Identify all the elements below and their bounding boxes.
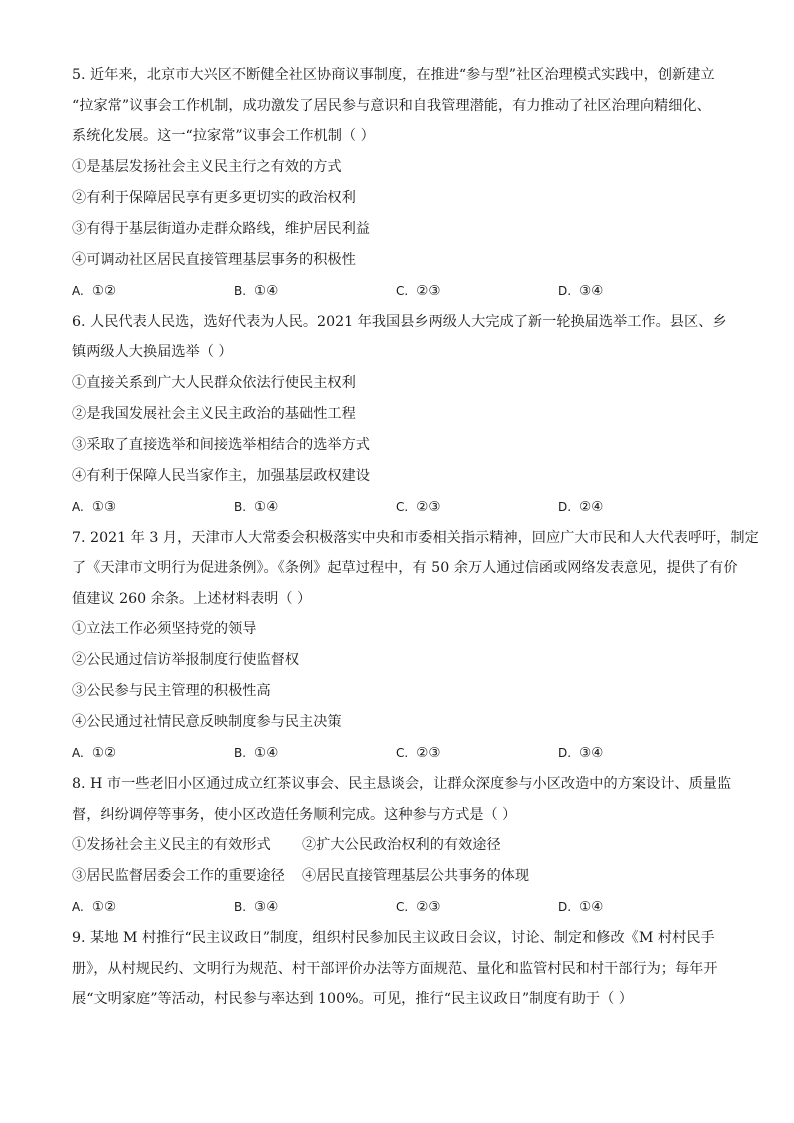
choice-a[interactable]: A. ①② xyxy=(72,899,117,915)
statement-option: ②有利于保障居民享有更多更切实的政治权利 xyxy=(72,189,356,206)
question-stem-line: 系统化发展。这一“拉家常”议事会工作机制（ ） xyxy=(72,128,375,144)
statement-option: ④居民直接管理基层公共事务的体现 xyxy=(302,868,530,884)
choice-c[interactable]: C. ②③ xyxy=(396,282,441,299)
choice-a[interactable]: A. ①③ xyxy=(72,498,117,515)
choice-d[interactable]: D. ③④ xyxy=(558,282,604,299)
question-stem-line: 值建议 260 余条。上述材料表明（ ） xyxy=(72,590,312,607)
statement-option: ③采取了直接选举和间接选举相结合的选举方式 xyxy=(72,436,370,453)
choice-b[interactable]: B. ①④ xyxy=(234,745,279,761)
question-5 xyxy=(72,60,724,307)
question-9 xyxy=(72,923,724,1015)
exam-page xyxy=(72,60,759,1015)
statement-option: ③居民监督居委会工作的重要途径 xyxy=(72,868,285,884)
question-stem-line: “拉家常”议事会工作机制，成功激发了居民参与意识和自我管理潜能，有力推动了社区治理向精细化、 xyxy=(72,97,711,114)
question-stem-line: 9. 某地 M 村推行“民主议政日”制度，组织村民参加民主议政日会议，讨论、制定和修改《M 村村民手 xyxy=(72,930,715,946)
question-stem-line: 8. H 市一些老旧小区通过成立红茶议事会、民主恳谈会，让群众深度参与小区改造中的方案设计、质量监 xyxy=(72,776,732,792)
answer-choices xyxy=(72,276,724,307)
choice-d[interactable]: D. ②④ xyxy=(558,498,604,515)
question-6 xyxy=(72,307,727,523)
choice-b[interactable]: B. ③④ xyxy=(234,899,279,915)
statement-option: ①立法工作必须坚持党的领导 xyxy=(72,621,257,637)
statement-option-row xyxy=(72,830,724,861)
statement-option: ③有得于基层街道办走群众路线，维护居民利益 xyxy=(72,220,370,237)
choice-b[interactable]: B. ①④ xyxy=(234,282,279,299)
question-7 xyxy=(72,523,759,770)
statement-option-row xyxy=(72,861,724,892)
statement-option: ②扩大公民政治权利的有效途径 xyxy=(302,837,501,853)
question-stem-line: 7. 2021 年 3 月，天津市人大常委会积极落实中央和市委相关指示精神，回应广大市民和人大代表呼吁，制定 xyxy=(72,529,759,546)
question-stem-line: 5. 近年来，北京市大兴区不断健全社区协商议事制度，在推进“参与型”社区治理模式实践中，创新建立 xyxy=(72,67,715,83)
statement-option: ①发扬社会主义民主的有效形式 xyxy=(72,837,271,853)
statement-option: ④公民通过社情民意反映制度参与民主决策 xyxy=(72,714,342,730)
statement-option: ③公民参与民主管理的积极性高 xyxy=(72,683,271,699)
question-stem-line: 册》，从村规民约、文明行为规范、村干部评价办法等方面规范、量化和监管村民和村干部行为；每年开 xyxy=(72,960,718,977)
choice-d[interactable]: D. ③④ xyxy=(558,745,604,761)
choice-a[interactable]: A. ①② xyxy=(72,282,117,299)
statement-option: ①直接关系到广大人民群众依法行使民主权利 xyxy=(72,374,356,391)
choice-c[interactable]: C. ②③ xyxy=(396,498,441,515)
answer-choices xyxy=(72,892,724,923)
question-8 xyxy=(72,769,732,923)
answer-choices xyxy=(72,492,724,523)
question-stem-line: 展“文明家庭”等活动，村民参与率达到 100%。可见，推行“民主议政日”制度有助于（ ） xyxy=(72,991,633,1007)
statement-option: ②公民通过信访举报制度行使监督权 xyxy=(72,652,300,668)
choice-a[interactable]: A. ①② xyxy=(72,745,117,761)
question-stem-line: 镇两级人大换届选举（ ） xyxy=(72,344,233,360)
question-stem-line: 了《天津市文明行为促进条例》。《条例》起草过程中，有 50 余万人通过信函或网络发表意见，提供了有价 xyxy=(72,560,738,576)
question-stem-line: 督，纠纷调停等事务，使小区改造任务顺利完成。这种参与方式是（ ） xyxy=(72,806,517,823)
choice-d[interactable]: D. ①④ xyxy=(558,899,604,915)
statement-option: ④有利于保障人民当家作主，加强基层政权建设 xyxy=(72,467,370,484)
choice-c[interactable]: C. ②③ xyxy=(396,899,441,915)
statement-option: ④可调动社区居民直接管理基层事务的积极性 xyxy=(72,251,356,268)
question-stem-line: 6. 人民代表人民选，选好代表为人民。2021 年我国县乡两级人大完成了新一轮换届选举工作。县区、乡 xyxy=(72,313,727,330)
answer-choices xyxy=(72,738,724,769)
statement-option: ②是我国发展社会主义民主政治的基础性工程 xyxy=(72,405,356,422)
choice-b[interactable]: B. ①④ xyxy=(234,498,279,515)
statement-option: ①是基层发扬社会主义民主行之有效的方式 xyxy=(72,158,342,175)
choice-c[interactable]: C. ②③ xyxy=(396,745,441,761)
